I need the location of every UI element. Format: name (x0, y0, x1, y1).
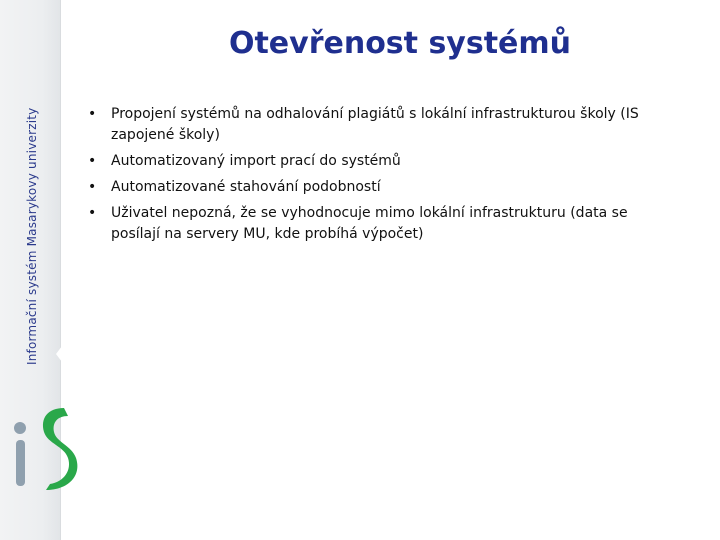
is-logo-icon (6, 398, 86, 494)
logo-s-shape (43, 408, 77, 490)
bullet-text: Propojení systémů na odhalování plagiátů s lokální infrastrukturou školy (IS zapojené školy) (111, 106, 639, 143)
sidebar-label: Informační systém Masarykovy univerzity (25, 107, 39, 365)
bullet-item (88, 203, 678, 245)
bullet-list (88, 104, 678, 250)
logo-i-stem (16, 440, 25, 486)
bullet-item (88, 151, 678, 172)
page-title: Otevřenost systémů (228, 26, 572, 61)
bullet-item (88, 104, 678, 146)
sidebar-notch (56, 346, 62, 362)
bullet-dot: • (88, 179, 97, 195)
bullet-dot: • (88, 153, 97, 169)
bullet-text: Automatizovaný import prací do systémů (111, 153, 401, 169)
bullet-text: Uživatel nepozná, že se vyhodnocuje mimo lokální infrastrukturu (data se posílají na servery MU, kde probíhá výpočet) (111, 205, 628, 242)
bullet-item (88, 177, 678, 198)
bullet-text: Automatizované stahování podobností (111, 179, 381, 195)
bullet-dot: • (88, 106, 97, 122)
logo-i-dot (14, 422, 26, 434)
bullet-dot: • (88, 205, 97, 221)
